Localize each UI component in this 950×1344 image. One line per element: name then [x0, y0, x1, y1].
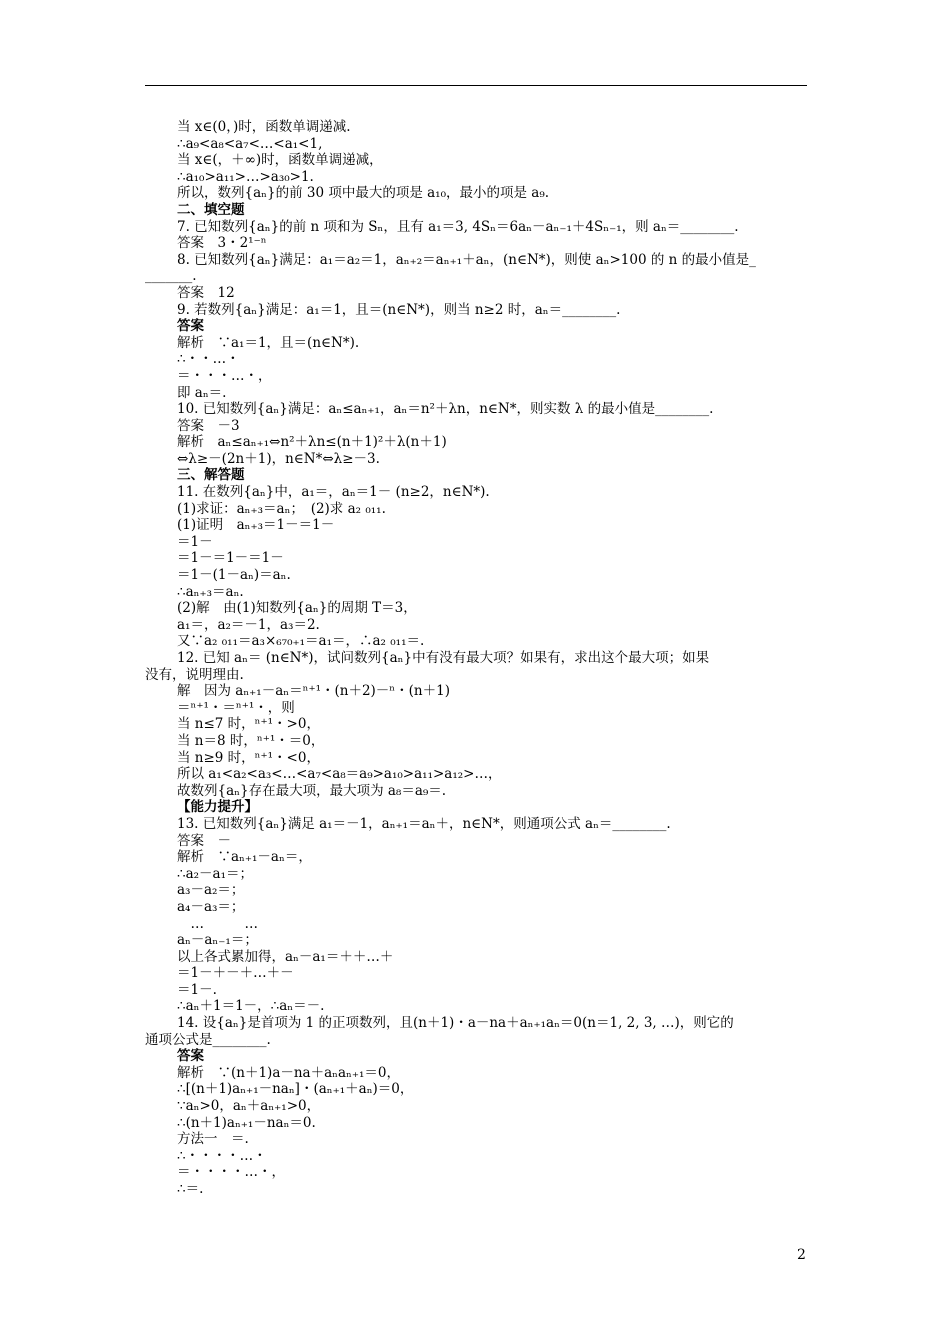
text-line: 14. 设{aₙ}是首项为 1 的正项数列，且(n＋1)・a－na＋aₙ₊₁aₙ＝0(n＝1, 2, 3, …)，则它的: [177, 1015, 734, 1032]
text-line: 所以 a₁<a₂<a₃<…<a₇<a₈＝a₉>a₁₀>a₁₁>a₁₂>…，: [177, 766, 502, 783]
text-line: ∴[(n＋1)aₙ₊₁－naₙ]・(aₙ₊₁＋aₙ)＝0，: [177, 1081, 414, 1098]
text-line: … …: [177, 915, 258, 932]
text-line: 11. 在数列{aₙ}中，a₁＝，aₙ＝1－ (n≥2，n∈N*).: [177, 484, 490, 501]
text-line: (2)解 由(1)知数列{aₙ}的周期 T＝3，: [177, 600, 417, 617]
section-heading: 【能力提升】: [177, 799, 258, 816]
text-line: 通项公式是________.: [145, 1031, 271, 1048]
text-line: 所以，数列{aₙ}的前 30 项中最大的项是 a₁₀，最小的项是 a₉.: [177, 185, 550, 202]
text-line: ＝1－: [177, 533, 213, 550]
text-line: a₃－a₂＝；: [177, 882, 245, 899]
text-line: ＝1－.: [177, 981, 217, 998]
text-line: 方法一 ＝.: [177, 1131, 249, 1148]
header-rule: [145, 85, 807, 86]
text-line: 解析 ∵a₁＝1，且＝(n∈N*).: [177, 334, 360, 351]
text-line: ＝・・・・…・，: [177, 1164, 285, 1181]
text-line: 当 n＝8 时，ⁿ⁺¹・＝0，: [177, 732, 325, 749]
text-line: (1)求证：aₙ₊₃＝aₙ； (2)求 a₂ ₀₁₁.: [177, 500, 386, 517]
text-line: 答案 －3: [177, 417, 240, 434]
text-line: a₄－a₃＝；: [177, 898, 245, 915]
text-line: 答案 －: [177, 832, 231, 849]
text-line: ∴aₙ＋1＝1－，∴aₙ＝－.: [177, 998, 325, 1015]
text-line: 解析 aₙ≤aₙ₊₁⇔n²＋λn≤(n＋1)²＋λ(n＋1): [177, 434, 447, 451]
page-number: 2: [797, 1247, 806, 1263]
text-line: a₁＝，a₂＝－1，a₃＝2.: [177, 616, 320, 633]
text-line: 当 x∈(，＋∞)时，函数单调递减，: [177, 152, 383, 169]
text-line: 故数列{aₙ}存在最大项，最大项为 a₈＝a₉＝.: [177, 782, 447, 799]
text-line: 答案 12: [177, 284, 235, 301]
section-heading: 三、解答题: [177, 467, 245, 484]
text-line: 当 n≤7 时，ⁿ⁺¹・>0，: [177, 716, 320, 733]
text-line: 答案 3・2¹⁻ⁿ: [177, 235, 267, 252]
text-line: ∴aₙ₊₃＝aₙ.: [177, 583, 244, 600]
text-line: ∴＝.: [177, 1181, 204, 1197]
text-line: ∵aₙ>0，aₙ＋aₙ₊₁>0，: [177, 1098, 321, 1115]
text-line: 以上各式累加得，aₙ－a₁＝＋＋…＋: [177, 948, 394, 965]
text-line: 解 因为 aₙ₊₁－aₙ＝ⁿ⁺¹・(n＋2)－ⁿ・(n＋1): [177, 683, 450, 700]
document-body: [145, 119, 807, 1198]
text-line: 9. 若数列{aₙ}满足：a₁＝1，且＝(n∈N*)，则当 n≥2 时，aₙ＝________.: [177, 301, 621, 318]
text-line: 当 x∈(0，)时，函数单调递减.: [177, 119, 351, 135]
text-line: ＝・・・…・，: [177, 367, 272, 384]
text-line: ∴a₂－a₁＝；: [177, 865, 254, 882]
text-line: 没有，说明理由.: [145, 666, 244, 683]
text-line: ∴a₉<a₈<a₇<…<a₁<1,: [177, 135, 323, 152]
section-heading: 二、填空题: [177, 201, 245, 218]
text-line: ∴(n＋1)aₙ₊₁－naₙ＝0.: [177, 1114, 316, 1131]
text-line: 7. 已知数列{aₙ}的前 n 项和为 Sₙ，且有 a₁＝3, 4Sₙ＝6aₙ－aₙ₋₁＋4Sₙ₋₁，则 aₙ＝________.: [177, 218, 739, 235]
text-line: ＝1－＋－＋…＋－: [177, 965, 294, 982]
text-line: 解析 ∵aₙ₊₁－aₙ＝，: [177, 849, 312, 866]
section-heading: 答案: [177, 1048, 204, 1065]
text-line: _______.: [145, 268, 197, 285]
text-line: 8. 已知数列{aₙ}满足：a₁＝a₂＝1，aₙ₊₂＝aₙ₊₁＋aₙ，(n∈N*)，则使 aₙ>100 的 n 的最小值是_: [177, 251, 756, 268]
text-line: ＝1－＝1－＝1－: [177, 550, 284, 567]
text-line: 当 n≥9 时，ⁿ⁺¹・<0，: [177, 749, 320, 766]
text-line: 13. 已知数列{aₙ}满足 a₁＝－1，aₙ₊₁＝aₙ＋，n∈N*，则通项公式 aₙ＝________.: [177, 815, 671, 832]
text-line: 10. 已知数列{aₙ}满足：aₙ≤aₙ₊₁，aₙ＝n²＋λn，n∈N*，则实数 λ 的最小值是________.: [177, 401, 714, 418]
text-line: ＝ⁿ⁺¹・＝ⁿ⁺¹・，则: [177, 699, 295, 716]
text-line: 又∵a₂ ₀₁₁＝a₃×₆₇₀₊₁＝a₁＝，∴a₂ ₀₁₁＝.: [177, 633, 425, 650]
text-line: ∴a₁₀>a₁₁>…>a₃₀>1.: [177, 168, 314, 185]
text-line: ∴・・…・: [177, 351, 240, 368]
text-line: 解析 ∵(n＋1)a－na＋aₙaₙ₊₁＝0，: [177, 1064, 401, 1081]
text-line: 12. 已知 aₙ＝ (n∈N*)，试问数列{aₙ}中有没有最大项？如果有，求出这个最大项；如果: [177, 650, 710, 666]
text-line: aₙ－aₙ₋₁＝；: [177, 932, 258, 949]
text-line: ⇔λ≥－(2n＋1)，n∈N*⇔λ≥－3.: [177, 450, 380, 467]
text-line: (1)证明 aₙ₊₃＝1－＝1－: [177, 517, 335, 534]
text-line: ∴・・・・…・: [177, 1147, 267, 1164]
section-heading: 答案: [177, 318, 204, 335]
text-line: 即 aₙ＝.: [177, 384, 227, 401]
text-line: ＝1－(1－aₙ)＝aₙ.: [177, 567, 291, 584]
